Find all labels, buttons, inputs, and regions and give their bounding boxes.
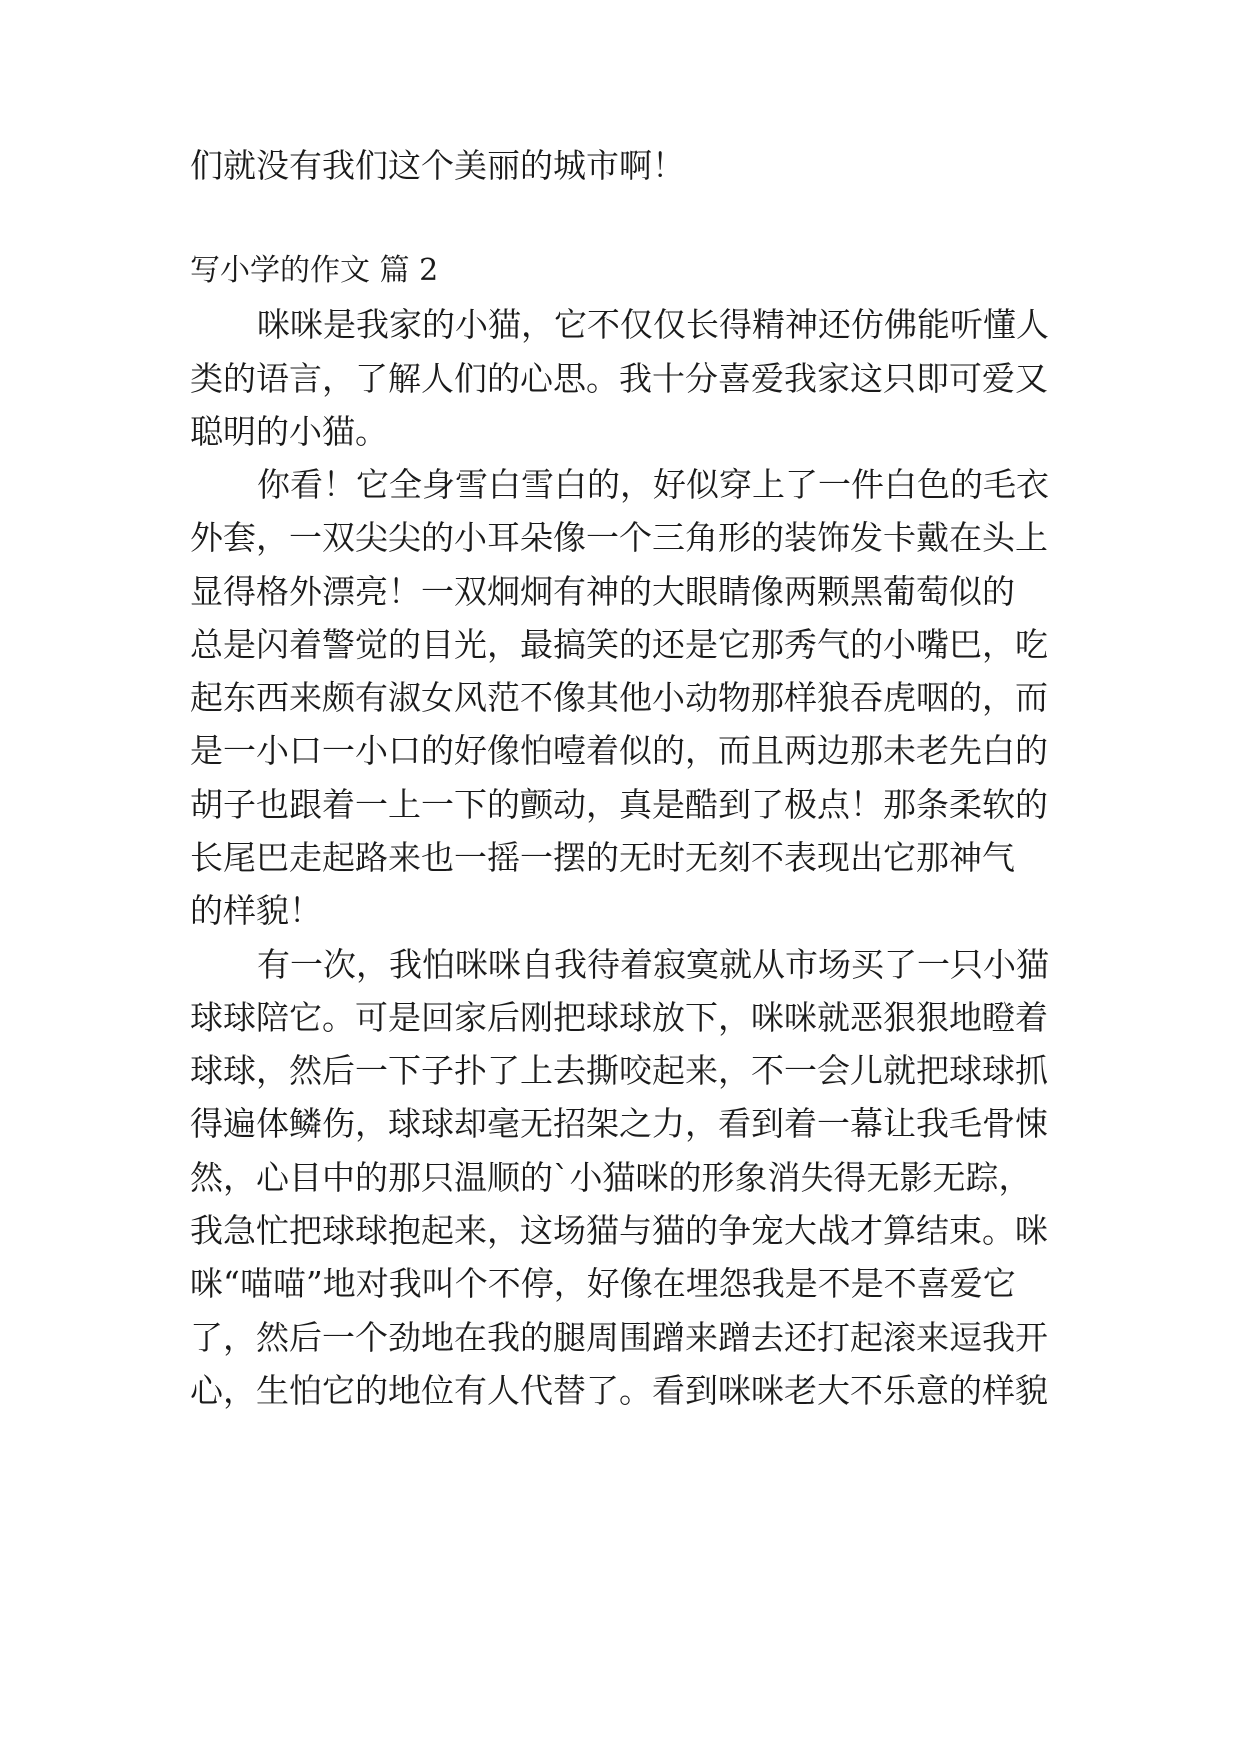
paragraph-line: 总是闪着警觉的目光，最搞笑的还是它那秀气的小嘴巴，吃 bbox=[190, 625, 1048, 664]
paragraph-line: 起东西来颇有淑女风范不像其他小动物那样狼吞虎咽的，而 bbox=[190, 678, 1048, 717]
paragraph-line: 得遍体鳞伤，球球却毫无招架之力，看到着一幕让我毛骨悚 bbox=[190, 1104, 1048, 1143]
document-page bbox=[190, 0, 1050, 1754]
paragraph-line: 我急忙把球球抱起来，这场猫与猫的争宠大战才算结束。咪 bbox=[190, 1211, 1048, 1250]
paragraph-line: 球球陪它。可是回家后刚把球球放下，咪咪就恶狠狠地瞪着 bbox=[190, 998, 1048, 1037]
paragraph-line: 类的语言，了解人们的心思。我十分喜爱我家这只即可爱又 bbox=[190, 359, 1048, 398]
paragraph-line: 长尾巴走起路来也一摇一摆的无时无刻不表现出它那神气 bbox=[190, 838, 1015, 877]
text-line: 们就没有我们这个美丽的城市啊！ bbox=[190, 146, 685, 185]
paragraph-line: 咪“喵喵”地对我叫个不停，好像在埋怨我是不是不喜爱它 bbox=[190, 1264, 1016, 1303]
paragraph-line: 然，心目中的那只温顺的`小猫咪的形象消失得无影无踪， bbox=[190, 1158, 1032, 1197]
paragraph-line: 有一次，我怕咪咪自我待着寂寞就从市场买了一只小猫 bbox=[257, 945, 1049, 984]
paragraph-line: 咪咪是我家的小猫，它不仅仅长得精神还仿佛能听懂人 bbox=[257, 305, 1049, 344]
paragraph-line: 的样貌！ bbox=[190, 891, 322, 930]
paragraph-line: 显得格外漂亮！一双炯炯有神的大眼睛像两颗黑葡萄似的 bbox=[190, 572, 1015, 611]
paragraph-line: 外套，一双尖尖的小耳朵像一个三角形的装饰发卡戴在头上 bbox=[190, 518, 1048, 557]
paragraph-line: 心，生怕它的地位有人代替了。看到咪咪老大不乐意的样貌 bbox=[190, 1371, 1048, 1410]
paragraph-line: 球球，然后一下子扑了上去撕咬起来，不一会儿就把球球抓 bbox=[190, 1051, 1048, 1090]
paragraph-line: 你看！它全身雪白雪白的，好似穿上了一件白色的毛衣 bbox=[257, 465, 1049, 504]
paragraph-line: 了，然后一个劲地在我的腿周围蹭来蹭去还打起滚来逗我开 bbox=[190, 1318, 1048, 1357]
paragraph-line: 聪明的小猫。 bbox=[190, 412, 388, 451]
paragraph-line: 是一小口一小口的好像怕噎着似的，而且两边那未老先白的 bbox=[190, 731, 1048, 770]
paragraph-line: 胡子也跟着一上一下的颤动，真是酷到了极点！那条柔软的 bbox=[190, 785, 1048, 824]
section-heading: 写小学的作文 篇 2 bbox=[190, 253, 439, 288]
